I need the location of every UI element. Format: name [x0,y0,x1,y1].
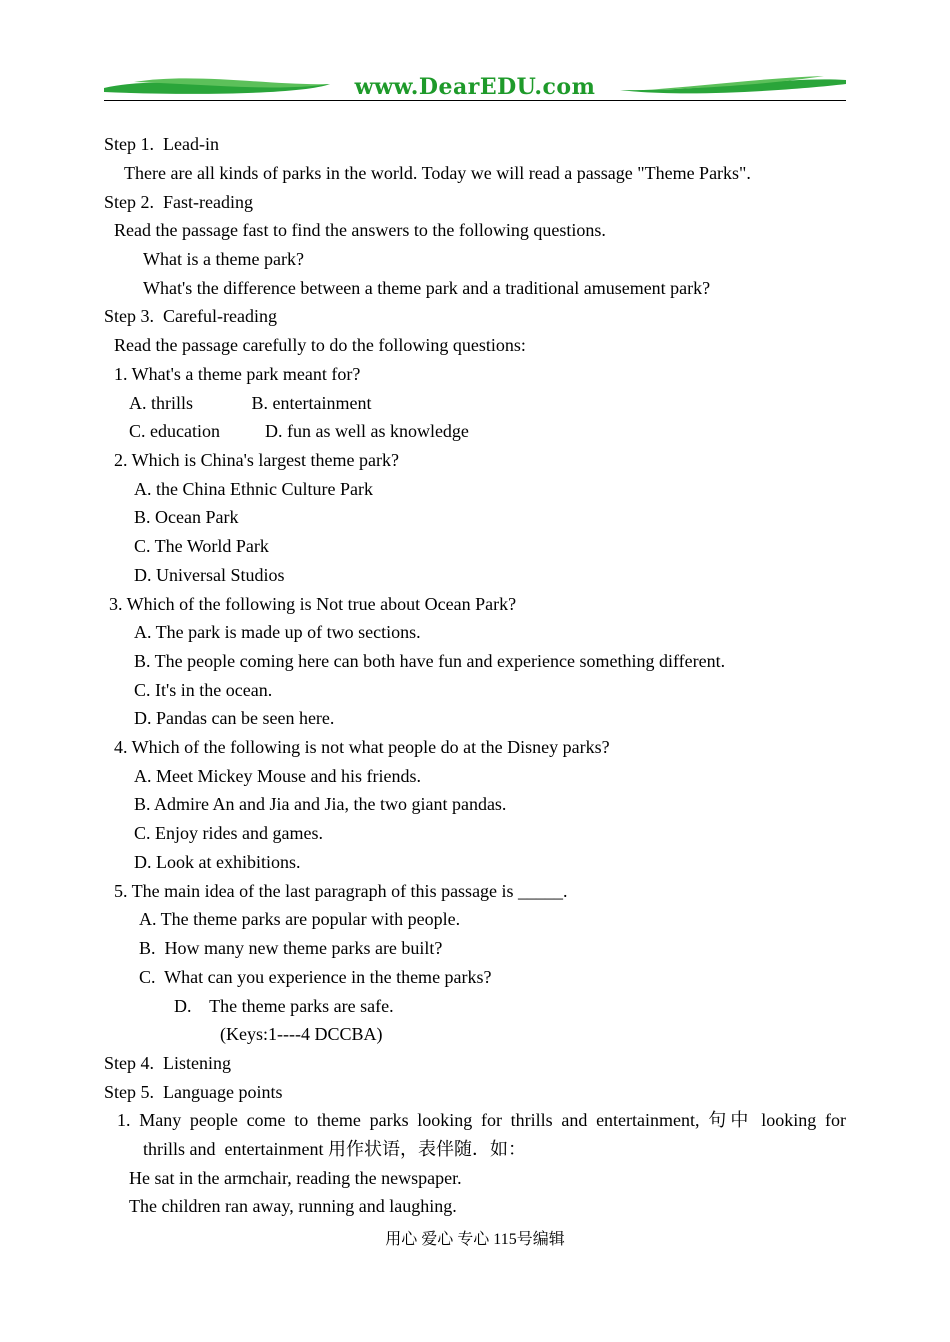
site-header [104,70,846,104]
question-line: 3. Which of the following is Not true about Ocean Park? [109,594,517,614]
question-line: 2. Which is China's largest theme park? [114,450,400,470]
option-line: B. Admire An and Jia and Jia, the two giant pandas. [134,794,507,814]
option-line: A. The theme parks are popular with people. [139,909,461,929]
example-sentence: The children ran away, running and laughing. [129,1196,457,1216]
question-line: 4. Which of the following is not what people do at the Disney parks? [114,737,610,757]
option-line: A. Meet Mickey Mouse and his friends. [134,766,421,786]
question-line: What is a theme park? [143,249,304,269]
option-line: C. The World Park [134,536,269,556]
page-footer: 用心 爱心 专心 115号编辑 [385,1231,565,1248]
option-line: C. It's in the ocean. [134,680,273,700]
option-line: C. education D. fun as well as knowledge [129,421,469,441]
paragraph-line: Read the passage fast to find the answers to the following questions. [114,220,606,240]
option-line: A. the China Ethnic Culture Park [134,479,373,499]
step-heading: Step 2. Fast-reading [104,192,253,212]
site-logo-text: www.DearEDU.com [354,74,596,100]
answer-key: (Keys:1----4 DCCBA) [220,1024,383,1044]
option-line: B. Ocean Park [134,507,239,527]
step-heading: Step 5. Language points [104,1082,283,1102]
option-line: C. What can you experience in the theme parks? [139,967,492,987]
option-line: D. Universal Studios [134,565,285,585]
option-line: D. The theme parks are safe. [174,996,394,1016]
option-line: A. The park is made up of two sections. [134,622,421,642]
language-point-line: 1. Many people come to theme parks looking for thrills and entertainment, 句中 looking for [117,1110,846,1130]
paragraph-line: There are all kinds of parks in the world. Today we will read a passage "Theme Parks". [124,163,751,183]
question-line: 5. The main idea of the last paragraph of this passage is _____. [114,881,568,901]
option-line: B. The people coming here can both have fun and experience something different. [134,651,726,671]
question-line: 1. What's a theme park meant for? [114,364,361,384]
option-line: D. Look at exhibitions. [134,852,301,872]
paragraph-line: Read the passage carefully to do the following questions: [114,335,526,355]
option-line: D. Pandas can be seen here. [134,708,335,728]
question-line: What's the difference between a theme park and a traditional amusement park? [143,278,711,298]
step-heading: Step 4. Listening [104,1053,231,1073]
language-point-line: thrills and entertainment 用作状语，表伴随．如： [143,1139,526,1159]
step-heading: Step 3. Careful-reading [104,306,277,326]
option-line: A. thrills B. entertainment [129,393,372,413]
option-line: B. How many new theme parks are built? [139,938,443,958]
option-line: C. Enjoy rides and games. [134,823,323,843]
example-sentence: He sat in the armchair, reading the newspaper. [129,1168,462,1188]
header-divider [104,100,846,101]
step-heading: Step 1. Lead-in [104,134,219,154]
